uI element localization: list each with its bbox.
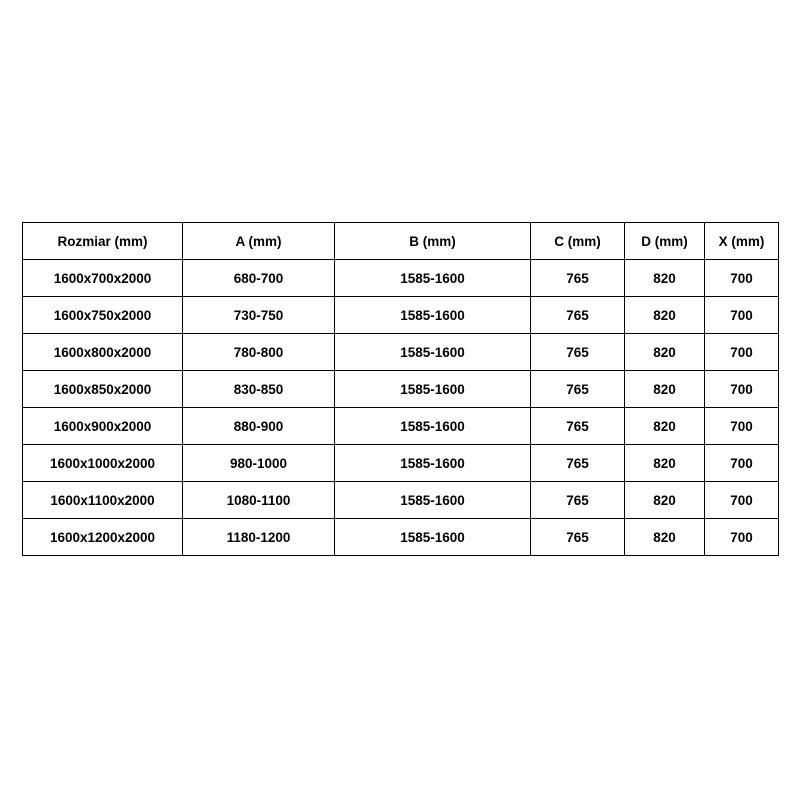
cell-a: 680-700 — [183, 260, 335, 297]
cell-d: 820 — [625, 334, 705, 371]
cell-size: 1600x750x2000 — [23, 297, 183, 334]
cell-c: 765 — [531, 482, 625, 519]
table-row — [23, 445, 779, 482]
cell-a: 1080-1100 — [183, 482, 335, 519]
cell-x: 700 — [705, 334, 779, 371]
cell-x: 700 — [705, 482, 779, 519]
cell-a: 1180-1200 — [183, 519, 335, 556]
cell-b: 1585-1600 — [335, 482, 531, 519]
cell-size: 1600x1200x2000 — [23, 519, 183, 556]
cell-b: 1585-1600 — [335, 371, 531, 408]
cell-b: 1585-1600 — [335, 260, 531, 297]
table-header-row — [23, 223, 779, 260]
table-row — [23, 482, 779, 519]
cell-size: 1600x850x2000 — [23, 371, 183, 408]
cell-size: 1600x800x2000 — [23, 334, 183, 371]
cell-d: 820 — [625, 482, 705, 519]
cell-a: 880-900 — [183, 408, 335, 445]
cell-c: 765 — [531, 408, 625, 445]
cell-size: 1600x700x2000 — [23, 260, 183, 297]
cell-x: 700 — [705, 408, 779, 445]
cell-c: 765 — [531, 371, 625, 408]
cell-d: 820 — [625, 297, 705, 334]
cell-x: 700 — [705, 519, 779, 556]
table-row — [23, 519, 779, 556]
table-row — [23, 334, 779, 371]
table-row — [23, 260, 779, 297]
spec-table-container — [22, 222, 778, 556]
table-row — [23, 297, 779, 334]
column-header-d: D (mm) — [625, 223, 705, 260]
cell-x: 700 — [705, 371, 779, 408]
table-row — [23, 371, 779, 408]
cell-size: 1600x1100x2000 — [23, 482, 183, 519]
column-header-x: X (mm) — [705, 223, 779, 260]
cell-c: 765 — [531, 334, 625, 371]
cell-d: 820 — [625, 519, 705, 556]
cell-c: 765 — [531, 519, 625, 556]
column-header-a: A (mm) — [183, 223, 335, 260]
cell-size: 1600x1000x2000 — [23, 445, 183, 482]
cell-c: 765 — [531, 260, 625, 297]
column-header-b: B (mm) — [335, 223, 531, 260]
cell-c: 765 — [531, 445, 625, 482]
cell-c: 765 — [531, 297, 625, 334]
cell-d: 820 — [625, 408, 705, 445]
column-header-rozmiar: Rozmiar (mm) — [23, 223, 183, 260]
cell-a: 980-1000 — [183, 445, 335, 482]
cell-x: 700 — [705, 297, 779, 334]
cell-x: 700 — [705, 445, 779, 482]
cell-a: 730-750 — [183, 297, 335, 334]
cell-d: 820 — [625, 260, 705, 297]
cell-b: 1585-1600 — [335, 445, 531, 482]
cell-d: 820 — [625, 445, 705, 482]
table-row — [23, 408, 779, 445]
cell-b: 1585-1600 — [335, 408, 531, 445]
cell-b: 1585-1600 — [335, 519, 531, 556]
column-header-c: C (mm) — [531, 223, 625, 260]
cell-x: 700 — [705, 260, 779, 297]
size-specification-table — [22, 222, 779, 556]
cell-b: 1585-1600 — [335, 297, 531, 334]
cell-a: 830-850 — [183, 371, 335, 408]
cell-size: 1600x900x2000 — [23, 408, 183, 445]
cell-a: 780-800 — [183, 334, 335, 371]
cell-d: 820 — [625, 371, 705, 408]
cell-b: 1585-1600 — [335, 334, 531, 371]
